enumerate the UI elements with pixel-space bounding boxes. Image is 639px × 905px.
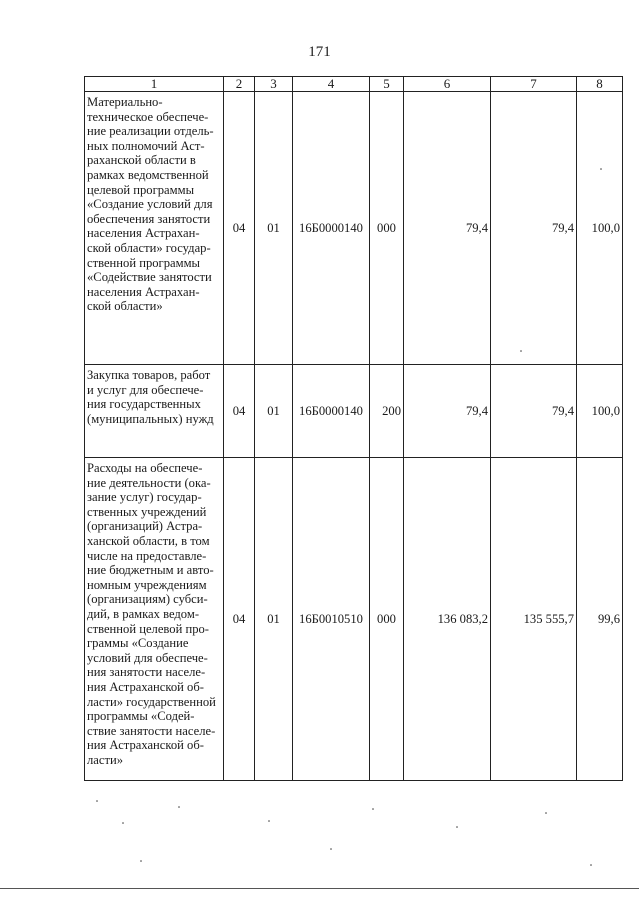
scan-speck (590, 864, 592, 866)
header-cell-7: 7 (491, 77, 577, 92)
scan-speck (140, 860, 142, 862)
page-number: 171 (308, 44, 331, 60)
scan-speck (456, 826, 458, 828)
row-executed: 79,4 (491, 92, 577, 365)
row-executed: 135 555,7 (491, 458, 577, 781)
scan-speck (600, 168, 602, 170)
table-row (85, 365, 623, 458)
scan-speck (545, 812, 547, 814)
table-header-row (85, 77, 623, 92)
bottom-rule (0, 888, 639, 889)
header-cell-6: 6 (404, 77, 491, 92)
row-subsection: 01 (255, 92, 293, 365)
row-target-article: 16Б0010510 (293, 458, 370, 781)
scan-speck (520, 350, 522, 352)
table-row (85, 458, 623, 781)
row-subsection: 01 (255, 365, 293, 458)
row-target-article: 16Б0000140 (293, 365, 370, 458)
row-expense-type: 200 (370, 365, 404, 458)
row-description: Расходы на обеспече- ние деятельности (ока- зание услуг) государ- ственных учреждений (организаций) Астра- ханской области, в том числе на предоставле- ние бюджетным и авто- номным учреждениям (организациям) субси- дий, в рамках ведом- ственной целевой про- граммы «Создание условий для обеспече- ния занятости населе- ния Астраханской об- ласти» государственной программы «Содей- ствие занятости населе- ния Астраханской об- ласти» (85, 458, 224, 781)
scan-speck (330, 848, 332, 850)
header-cell-5: 5 (370, 77, 404, 92)
header-cell-4: 4 (293, 77, 370, 92)
budget-table (84, 76, 623, 781)
row-expense-type: 000 (370, 458, 404, 781)
header-cell-1: 1 (85, 77, 224, 92)
row-planned: 79,4 (404, 92, 491, 365)
row-percent: 100,0 (577, 92, 623, 365)
row-section: 04 (224, 92, 255, 365)
scan-speck (96, 800, 98, 802)
header-cell-3: 3 (255, 77, 293, 92)
row-expense-type: 000 (370, 92, 404, 365)
scan-speck (372, 808, 374, 810)
header-cell-2: 2 (224, 77, 255, 92)
row-section: 04 (224, 458, 255, 781)
row-percent: 100,0 (577, 365, 623, 458)
scan-speck (122, 822, 124, 824)
scan-speck (268, 820, 270, 822)
row-subsection: 01 (255, 458, 293, 781)
row-planned: 79,4 (404, 365, 491, 458)
row-section: 04 (224, 365, 255, 458)
row-planned: 136 083,2 (404, 458, 491, 781)
header-cell-8: 8 (577, 77, 623, 92)
row-description: Закупка товаров, работ и услуг для обеспече- ния государственных (муниципальных) нужд (85, 365, 224, 458)
table-row (85, 92, 623, 365)
row-description: Материально- техническое обеспече- ние реализации отдель- ных полномочий Аст- раханской области в рамках ведомственной целевой программы «Создание условий для обеспечения занятости населения Астрахан- ской области» государ- ственной программы «Содействие занятости населения Астрахан- ской области» (85, 92, 224, 365)
scan-speck (178, 806, 180, 808)
row-executed: 79,4 (491, 365, 577, 458)
row-target-article: 16Б0000140 (293, 92, 370, 365)
row-percent: 99,6 (577, 458, 623, 781)
